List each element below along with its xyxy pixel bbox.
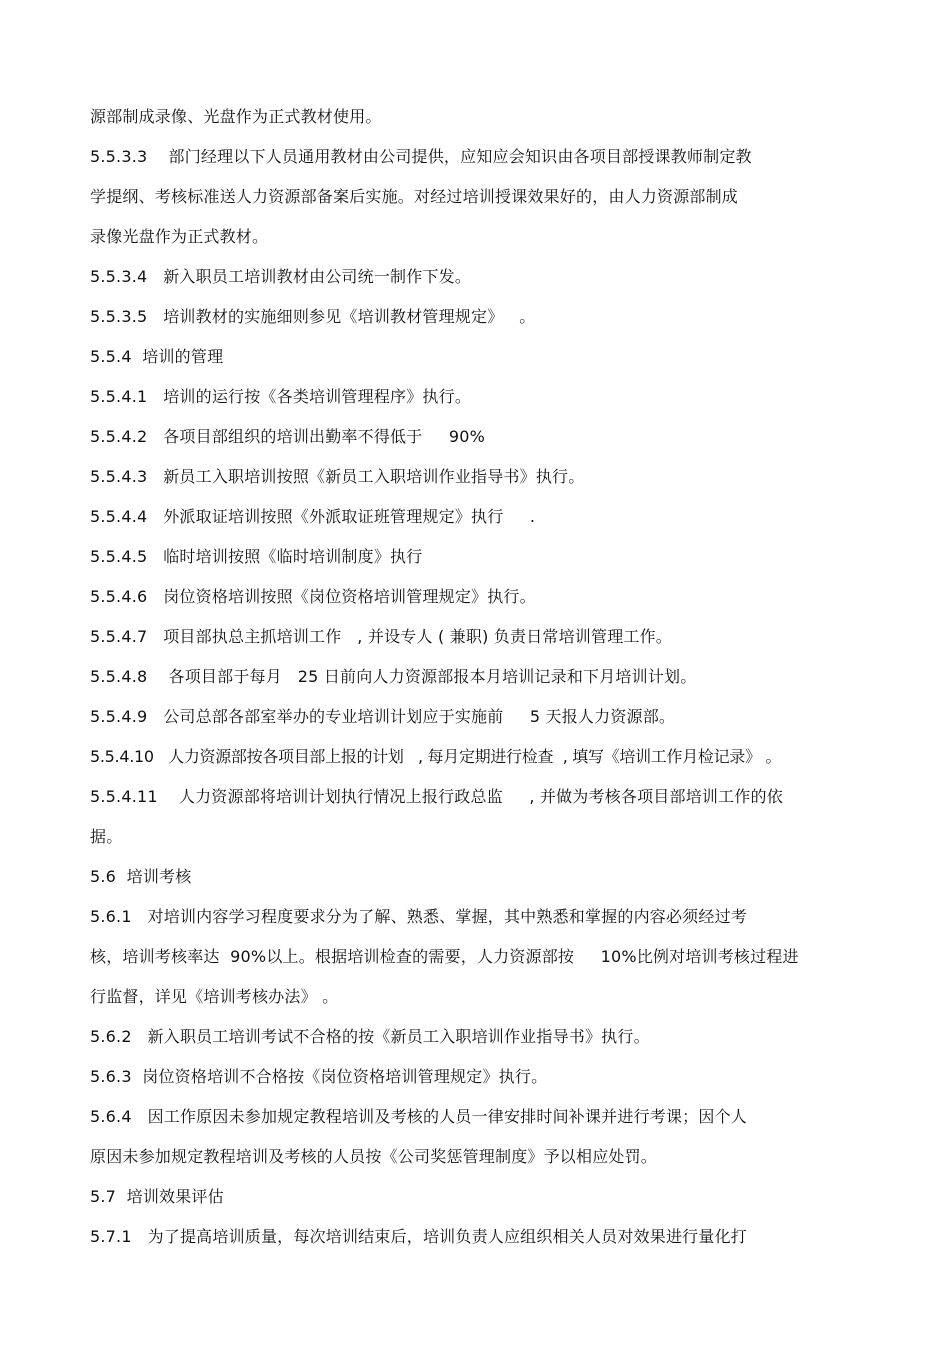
text-line: 5.5.4.6 岗位资格培训按照《岗位资格培训管理规定》执行。 [90,587,536,606]
text-line: 核，培训考核率达 90%以上。根据培训检查的需要，人力资源部按 10%比例对培训考核过程进 [90,947,799,966]
text-line: 5.6.3 岗位资格培训不合格按《岗位资格培训管理规定》执行。 [90,1067,548,1086]
text-line: 5.5.4.1 培训的运行按《各类培训管理程序》执行。 [90,387,472,406]
text-line: 5.7.1 为了提高培训质量，每次培训结束后，培训负责人应组织相关人员对效果进行量化打 [90,1227,747,1246]
text-line: 5.5.4.2 各项目部组织的培训出勤率不得低于 90% [90,427,486,446]
text-line: 5.5.4.3 新员工入职培训按照《新员工入职培训作业指导书》执行。 [90,467,585,486]
text-line: 5.5.4.8 各项目部于每月 25 日前向人力资源部报本月培训记录和下月培训计划。 [90,667,697,686]
text-line: 5.5.3.5 培训教材的实施细则参见《培训教材管理规定》 。 [90,307,536,326]
text-line: 录像光盘作为正式教材。 [90,227,269,246]
text-line: 5.5.4.10 人力资源部按各项目部上报的计划 , 每月定期进行检查 , 填写《培训工作月检记录》 。 [90,747,782,766]
text-line: 5.6.2 新入职员工培训考试不合格的按《新员工入职培训作业指导书》执行。 [90,1027,650,1046]
section-heading: 5.7 培训效果评估 [90,1187,224,1206]
text-line: 源部制成录像、光盘作为正式教材使用。 [90,107,382,126]
text-line: 5.5.4.7 项目部执总主抓培训工作 , 并设专人 ( 兼职) 负责日常培训管理工作。 [90,627,673,646]
text-line: 据。 [90,827,123,846]
text-line: 行监督，详见《培训考核办法》 。 [90,987,339,1006]
section-heading: 5.6 培训考核 [90,867,192,886]
text-line: 5.5.3.3 部门经理以下人员通用教材由公司提供，应知应会知识由各项目部授课教师制定教 [90,147,752,166]
text-line: 5.6.1 对培训内容学习程度要求分为了解、熟悉、掌握，其中熟悉和掌握的内容必须经过考 [90,907,747,926]
text-line: 原因未参加规定教程培训及考核的人员按《公司奖惩管理制度》予以相应处罚。 [90,1147,658,1166]
text-line: 5.5.4.11 人力资源部将培训计划执行情况上报行政总监 , 并做为考核各项目部培训工作的依 [90,787,783,806]
text-line: 5.6.4 因工作原因未参加规定教程培训及考核的人员一律安排时间补课并进行考课；因个人 [90,1107,747,1126]
text-line: 5.5.4.9 公司总部各部室举办的专业培训计划应于实施前 5 天报人力资源部。 [90,707,676,726]
text-line: 5.5.4.4 外派取证培训按照《外派取证班管理规定》执行 . [90,507,536,526]
text-line: 学提纲、考核标准送人力资源部备案后实施。对经过培训授课效果好的，由人力资源部制成 [90,187,739,206]
text-line: 5.5.4.5 临时培训按照《临时培训制度》执行 [90,547,423,566]
section-heading: 5.5.4 培训的管理 [90,347,224,366]
text-line: 5.5.3.4 新入职员工培训教材由公司统一制作下发。 [90,267,472,286]
